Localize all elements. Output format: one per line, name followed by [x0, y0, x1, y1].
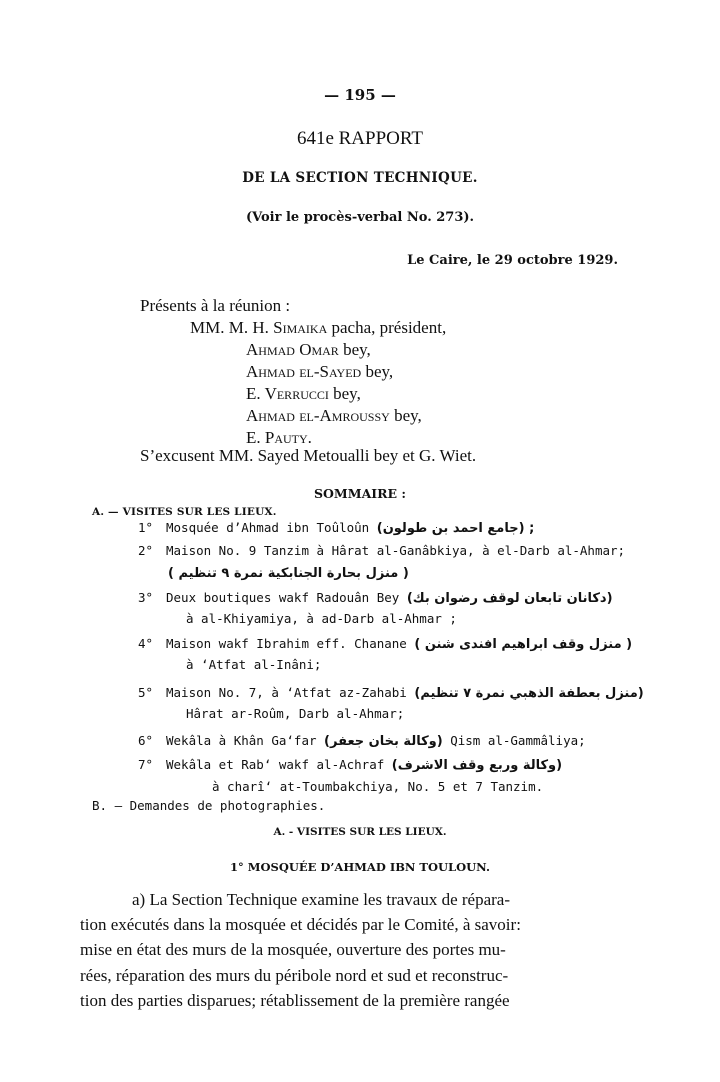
member-title: bey,	[394, 406, 422, 425]
item-number: 6°	[138, 733, 154, 748]
member-title: bey,	[365, 362, 394, 381]
member-name: Ahmad el-Amroussy	[246, 406, 390, 425]
section-heading: A. - VISITES SUR LES LIEUX.	[273, 826, 447, 838]
member-name: E. Verrucci	[246, 384, 329, 403]
item-arabic: ( منزل وقف ابراهيم افندى شنن )	[414, 637, 633, 652]
dateline: Le Caire, le 29 octobre 1929.	[407, 253, 618, 268]
member-line	[246, 428, 312, 448]
president-suffix: pacha, président,	[331, 318, 447, 337]
sommaire-item	[138, 733, 586, 749]
member-line	[246, 384, 361, 404]
paragraph-line: tion des parties disparues; rétablissement de la première rangée	[80, 991, 510, 1010]
sommaire-item	[138, 520, 534, 536]
item-text: Wekâla et Rab‘ wakf al-Achraf	[166, 757, 385, 772]
item-text: Maison wakf Ibrahim eff. Chanane	[166, 636, 407, 651]
president-name: Simaika	[273, 318, 328, 337]
member-name: Ahmad Omar	[246, 340, 339, 359]
member-name: E. Pauty.	[246, 428, 312, 447]
item-number: 4°	[138, 636, 154, 651]
item-text: Maison No. 9 Tanzim à Hârat al-Ganâbkiya, à el-Darb al-Ahmar;	[166, 543, 626, 558]
item-number: 3°	[138, 590, 154, 605]
item-arabic: (دكانان تابعان لوقف رضوان بك)	[406, 591, 613, 606]
paragraph-line: tion exécutés dans la mosquée et décidés par le Comité, à savoir:	[80, 915, 521, 934]
member-title: bey,	[333, 384, 361, 403]
item-arabic: (وكالة بخان جعفر)	[324, 734, 443, 749]
president-line	[190, 318, 446, 338]
item-arabic: (منزل بعطفة الذهبي نمرة ٧ تنظيم)	[414, 686, 644, 701]
item-text: Maison No. 7, à ‘Atfat az-Zahabi	[166, 685, 407, 700]
presents-label: Présents à la réunion :	[140, 296, 291, 315]
paragraph-line: a) La Section Technique examine les travaux de répara-	[132, 890, 510, 909]
proces-verbal-reference: (Voir le procès-verbal No. 273).	[245, 210, 475, 225]
item-text: Deux boutiques wakf Radouân Bey	[166, 590, 400, 605]
sommaire-item	[138, 543, 625, 558]
item-arabic: (جامع احمد بن طولون) ;	[376, 521, 535, 536]
item-text: Wekâla à Khân Ga‘far	[166, 733, 317, 748]
member-name: Ahmad el-Sayed	[246, 362, 362, 381]
member-line	[246, 362, 393, 382]
item-text: Mosquée d’Ahmad ibn Toûloûn	[166, 520, 370, 535]
member-title: bey,	[343, 340, 371, 359]
sommaire-section-a: A. — VISITES SUR LES LIEUX.	[92, 506, 277, 518]
president-prefix: MM. M. H.	[190, 318, 269, 337]
item-continuation: Hârat ar-Roûm, Darb al-Ahmar;	[186, 706, 405, 721]
page-number: — 195 —	[324, 86, 396, 104]
item-continuation: à charî‘ at-Toumbakchiya, No. 5 et 7 Tanzim.	[212, 779, 544, 794]
item-arabic-line	[168, 565, 409, 581]
member-line	[246, 340, 371, 360]
member-line	[246, 406, 422, 426]
paragraph-line: mise en état des murs de la mosquée, ouverture des portes mu-	[80, 940, 506, 959]
item-number: 5°	[138, 685, 154, 700]
paragraph-line: rées, réparation des murs du péribole nord et sud et reconstruc-	[80, 966, 509, 985]
item-number: 2°	[138, 543, 154, 558]
report-title: 641e RAPPORT	[296, 128, 424, 149]
report-subtitle: DE LA SECTION TECHNIQUE.	[242, 170, 478, 186]
sommaire-item	[138, 590, 613, 606]
sommaire-item	[138, 685, 644, 701]
item-number: 1°	[138, 520, 154, 535]
sommaire-section-b: B. — Demandes de photographies.	[92, 798, 326, 813]
item-continuation: à al-Khiyamiya, à ad-Darb al-Ahmar ;	[186, 611, 457, 626]
sommaire-heading: SOMMAIRE :	[313, 486, 407, 501]
item-number: 7°	[138, 757, 154, 772]
sommaire-item	[138, 636, 632, 652]
sommaire-item	[138, 757, 562, 773]
item-continuation: Qism al-Gammâliya;	[450, 733, 586, 748]
section-subheading: 1° MOSQUÉE D’AHMAD IBN TOULOUN.	[230, 860, 490, 874]
excused-line: S’excusent MM. Sayed Metoualli bey et G. Wiet.	[140, 446, 477, 465]
item-arabic: (وكالة وربع وقف الاشرف)	[391, 758, 563, 773]
item-continuation: à ‘Atfat al-Inâni;	[186, 657, 322, 672]
item-arabic: ( منزل بحارة الجنابكية نمرة ٩ تنظيم )	[168, 566, 409, 581]
